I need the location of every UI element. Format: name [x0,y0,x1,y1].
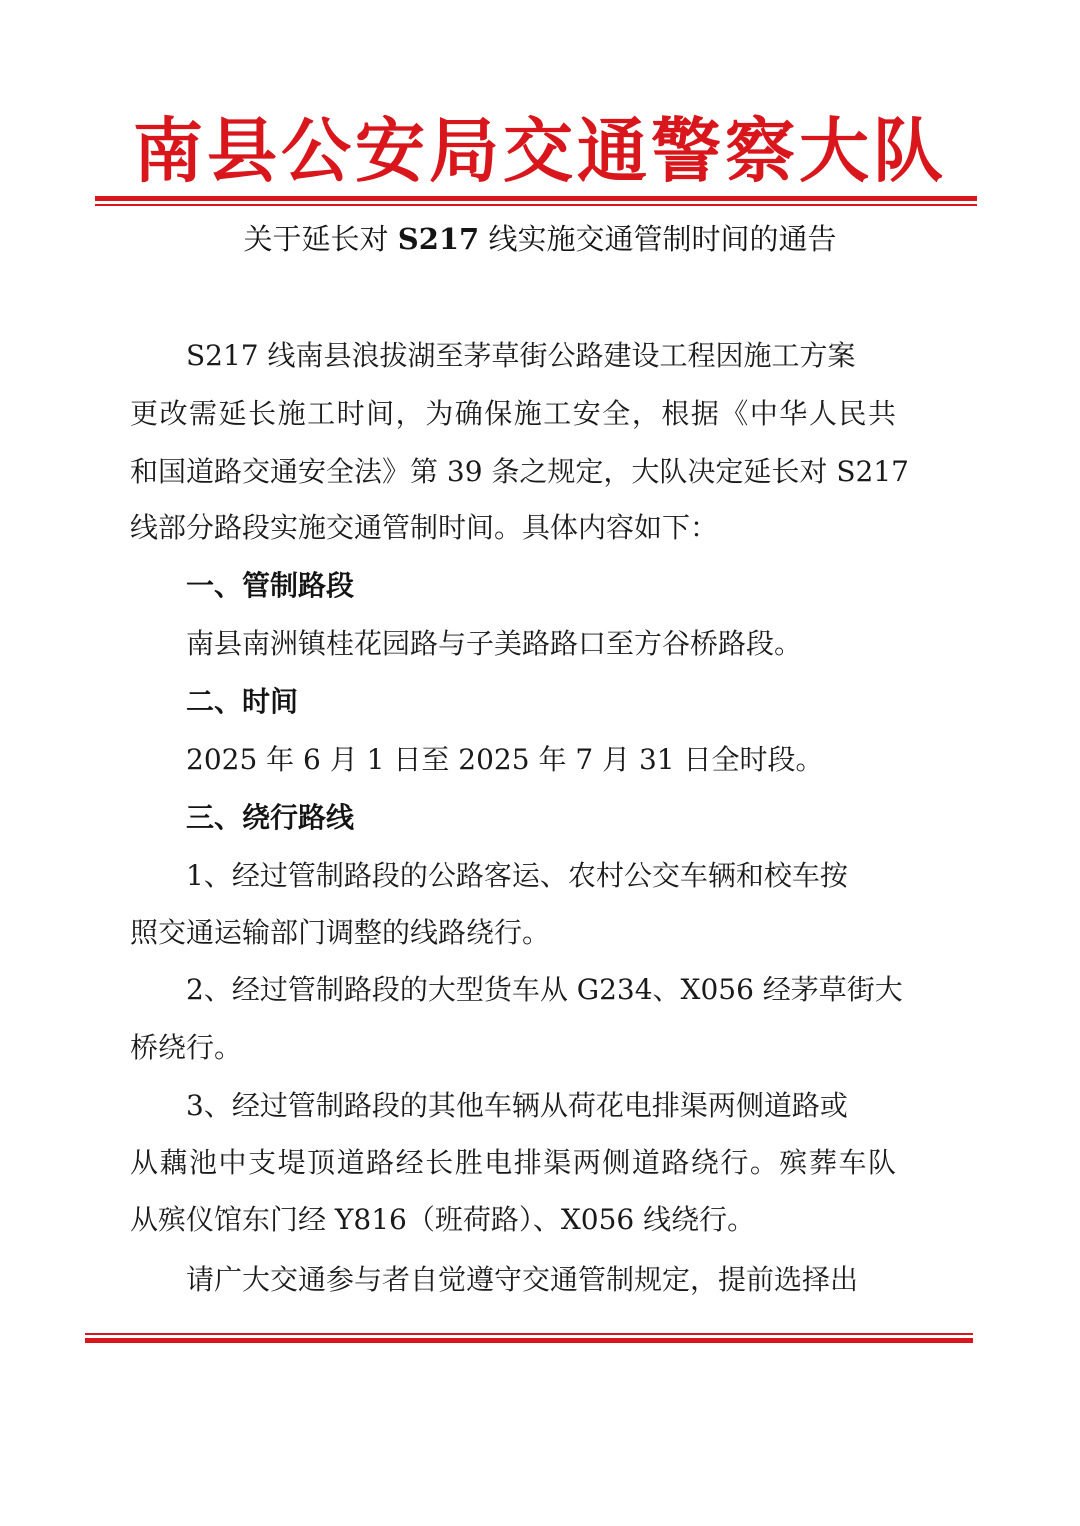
detour-item1-line-1: 1、经过管制路段的公路客运、农村公交车辆和校车按 [186,859,848,892]
footer-rule-thick [85,1338,973,1343]
notice-title-suffix: 线实施交通管制时间的通告 [479,222,837,256]
notice-title-road: S217 [397,222,480,256]
letterhead-rule-thin [95,204,977,206]
section-heading-control: 一、管制路段 [186,569,355,602]
detour-item3-line-1: 3、经过管制路段的其他车辆从荷花电排渠两侧道路或 [186,1089,848,1122]
letterhead-rule-thick [95,196,977,201]
letterhead-org-name: 南县公安局交通警察大队 [133,110,947,192]
intro-line-3: 和国道路交通安全法》第 39 条之规定，大队决定延长对 S217 [130,455,909,488]
detour-item3-line-3: 从殡仪馆东门经 Y816（班荷路）、X056 线绕行。 [130,1203,756,1236]
detour-item3-line-2: 从藕池中支堤顶道路经长胜电排渠两侧道路绕行。殡葬车队 [130,1146,896,1179]
section-text-control: 南县南洲镇桂花园路与子美路路口至方谷桥路段。 [186,627,803,660]
intro-line-4: 线部分路段实施交通管制时间。具体内容如下： [130,511,719,544]
section-heading-time: 二、时间 [186,685,299,718]
intro-line-1: S217 线南县浪拔湖至茅草街公路建设工程因施工方案 [186,339,856,372]
intro-line-2: 更改需延长施工时间，为确保施工安全，根据《中华人民共 [130,397,896,430]
notice-title-prefix: 关于延长对 [243,222,398,256]
detour-item1-line-2: 照交通运输部门调整的线路绕行。 [130,916,551,949]
section-text-time: 2025 年 6 月 1 日至 2025 年 7 月 31 日全时段。 [186,743,824,776]
detour-item2-line-2: 桥绕行。 [130,1031,243,1064]
footer-rule-thin [85,1333,973,1335]
closing-text: 请广大交通参与者自觉遵守交通管制规定，提前选择出 [186,1263,859,1296]
section-heading-detour: 三、绕行路线 [186,801,355,834]
notice-title [95,214,985,264]
detour-item2-line-1: 2、经过管制路段的大型货车从 G234、X056 经茅草街大 [186,973,903,1006]
